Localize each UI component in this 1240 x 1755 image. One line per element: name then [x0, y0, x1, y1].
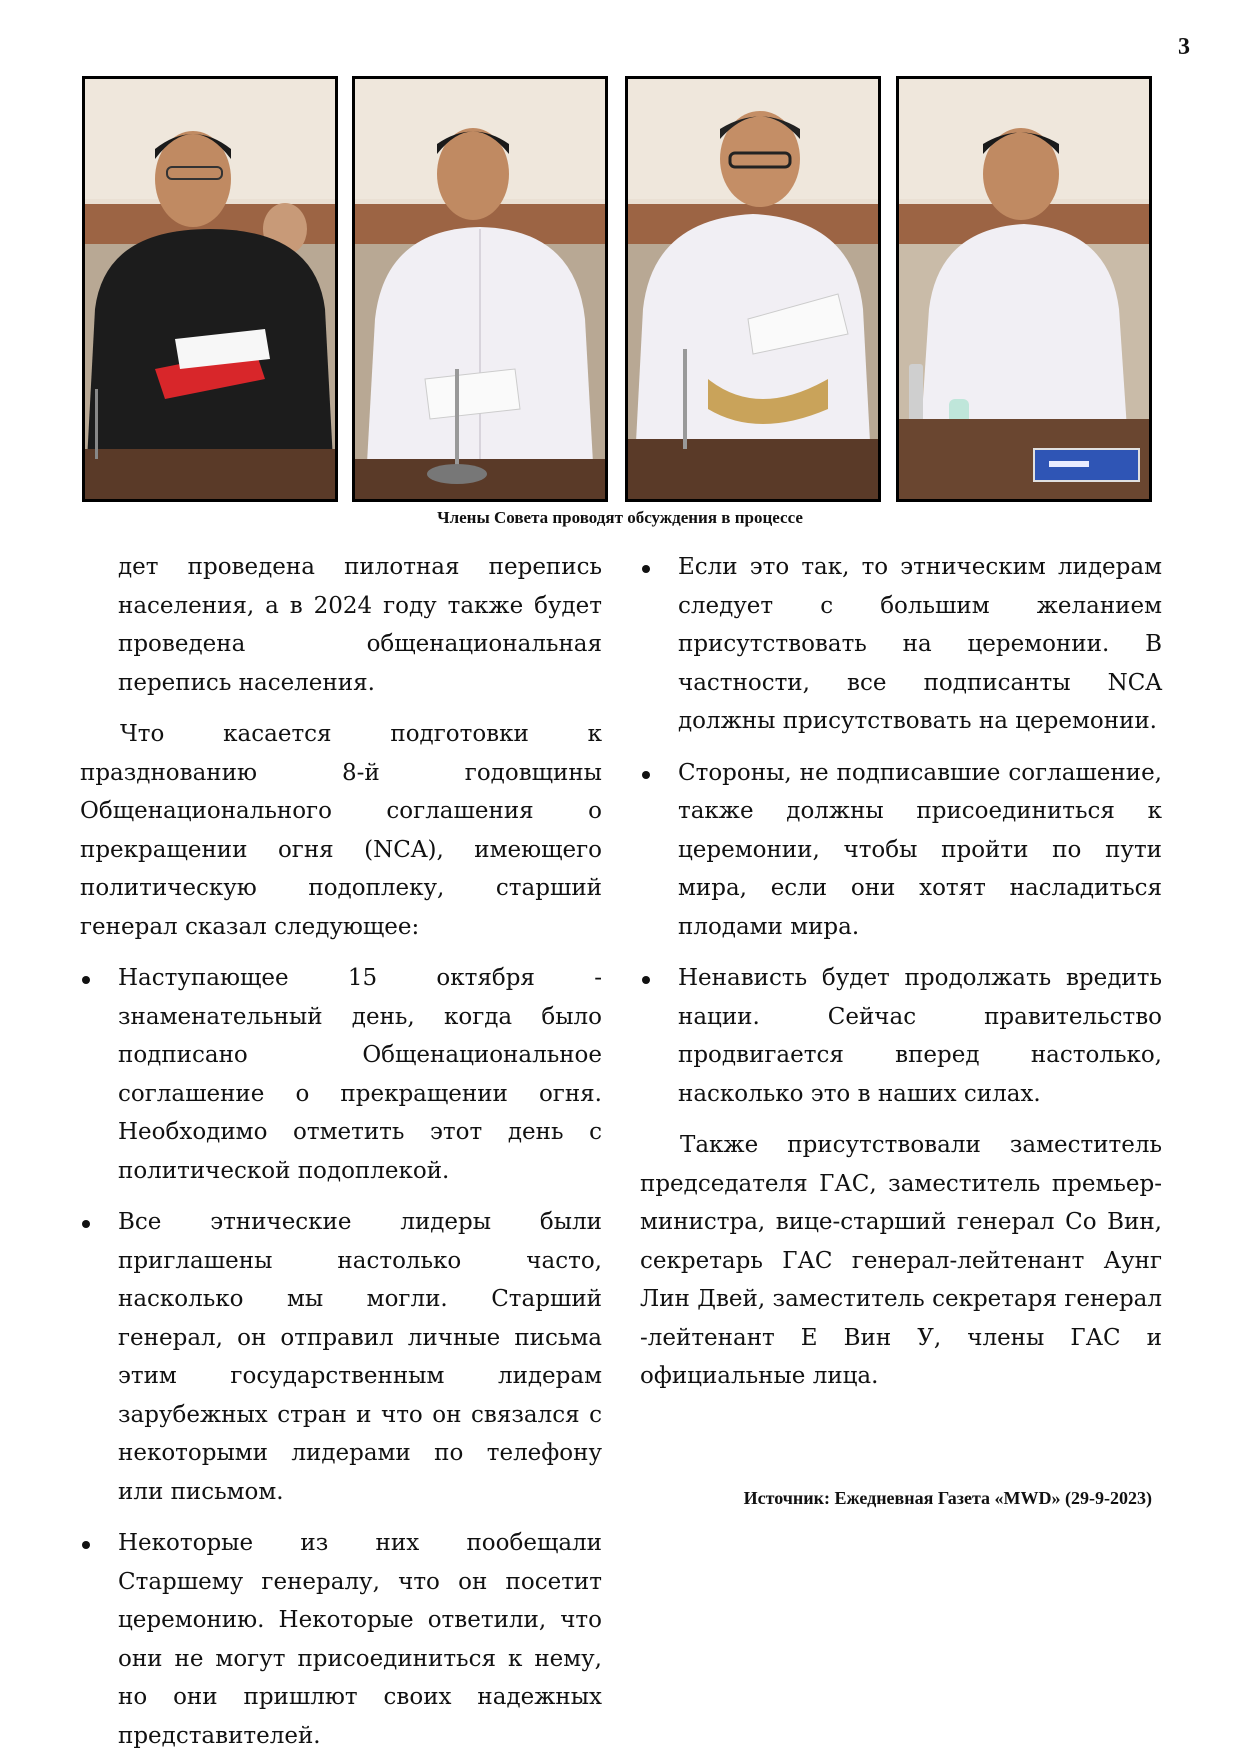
- photo-member-1: [82, 76, 338, 502]
- bullet-item: [640, 959, 1162, 1113]
- bullet-dot: [82, 1220, 90, 1228]
- photo-member-4: [896, 76, 1152, 502]
- photo-member-3: [625, 76, 881, 502]
- photo-caption: Члены Совета проводят обсуждения в процессе: [437, 508, 803, 527]
- right-column: [640, 548, 1162, 1396]
- closing-paragraph: Также присутствовали заместитель председателя ГАС, заместитель премьер-министра, вице-старший генерал Со Вин, секретарь ГАС генерал-лейтенант Аунг Лин Двей, заместитель секретаря генерал -лейтенант Е Вин У, члены ГАС и официальные лица.: [640, 1132, 1162, 1389]
- bullet-item: [640, 548, 1162, 741]
- bullet-dot: [642, 771, 650, 779]
- intro-paragraph: Что касается подготовки к празднованию 8-й годовщины Общенационального соглашения о прекращении огня (NCA), имеющего политическую подоплеку, старший генерал сказал следующее:: [80, 721, 602, 940]
- source-credit: Источник: Ежедневная Газета «MWD» (29-9-2023): [743, 1488, 1152, 1508]
- bullet-dot: [642, 976, 650, 984]
- bullet-text: Ненависть будет продолжать вредить нации. Сейчас правительство продвигается вперед настолько, насколько это в наших силах.: [678, 965, 1162, 1107]
- bullet-text: Наступающее 15 октября - знаменательный день, когда было подписано Общенациональное соглашение о прекращении огня. Необходимо отметить этот день с политической подоплекой.: [118, 965, 602, 1184]
- bullet-item: [640, 754, 1162, 947]
- bullet-text: Если это так, то этническим лидерам следует с большим желанием присутствовать на церемонии. В частности, все подписанты NCA должны присутствовать на церемонии.: [678, 554, 1162, 734]
- bullet-item: [80, 1524, 602, 1755]
- bullet-text: Стороны, не подписавшие соглашение, также должны присоединиться к церемонии, чтобы пройти по пути мира, если они хотят насладиться плодами мира.: [678, 759, 1162, 940]
- left-column: [80, 548, 602, 1755]
- bullet-item: [80, 959, 602, 1190]
- continuation-paragraph: дет проведена пилотная перепись населения, а в 2024 году также будет проведена общенациональная перепись населения.: [118, 554, 602, 696]
- bullet-dot: [82, 976, 90, 984]
- page-number: 3: [1178, 34, 1190, 60]
- bullet-text: Все этнические лидеры были приглашены настолько часто, насколько мы могли. Старший генерал, он отправил личные письма этим государственным лидерам зарубежных стран и что он связался с некоторыми лидерами по телефону или письмом.: [118, 1209, 602, 1505]
- bullet-dot: [82, 1541, 90, 1549]
- bullet-text: Некоторые из них пообещали Старшему генералу, что он посетит церемонию. Некоторые ответили, что они не могут присоединиться к нему, но они пришлют своих надежных представителей.: [118, 1530, 602, 1749]
- photo-member-2: [352, 76, 608, 502]
- bullet-dot: [642, 565, 650, 573]
- bullet-item: [80, 1203, 602, 1511]
